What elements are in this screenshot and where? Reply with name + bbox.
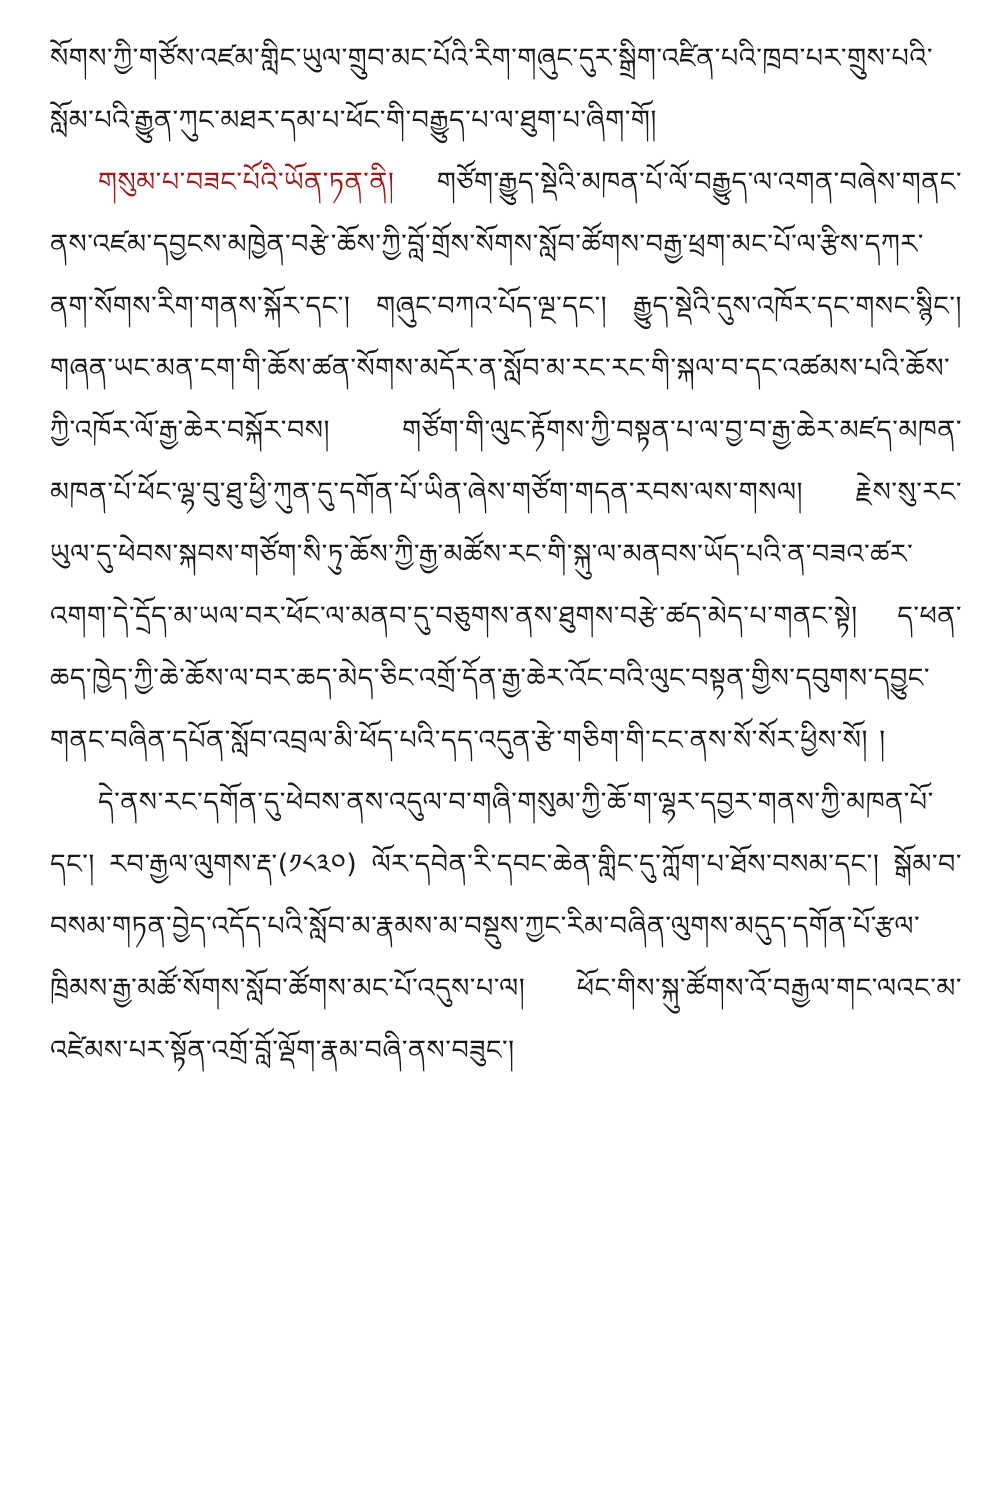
paragraph-1 [50, 28, 962, 152]
paragraph-3-text: དེ་ནས་རང་དགོན་དུ་ཕེབས་ནས་འདུལ་བ་གཞི་གསུམ་ཀྱི་ཆོ་ག་ལྷར་དབྱར་གནས་ཀྱི་མཁན་པོ་དང་། རབ་རྒྱལ་ལུགས་རྡ་(༡༨༣༠) ལོར་དབེན་རི་དབང་ཆེན་གླིང་དུ་ཀློག་པ་ཐོས་བསམ་དང་། སྒོམ་བ་བསམ་གཏན་བྱེད་འདོད་པའི་སློབ་མ་རྣམས་མ་བསྡུས་ཀྱང་རིམ་བཞིན་ལུགས་མདུད་དགོན་པོ་རྩལ་ཁྲིམས་རྒྱ་མཚོ་སོགས་སློབ་ཚོགས་མང་པོ་འདུས་པ་ལ། ཕོང་གིས་སྐུ་ཚོགས་འོ་བརྒྱལ་གང་ལའང་མ་འཛེམས་པར་སྟོན་འགྲོ་བློ་ལྡོག་རྣམ་བཞི་ནས་བཟུང་། [50, 787, 962, 1066]
paragraph-3 [50, 772, 962, 1082]
paragraph-1-text: སོགས་ཀྱི་གཙོས་འཛམ་གླིང་ཡུལ་གྲུབ་མང་པོའི་རིག་གཞུང་དུར་སྒྲིག་འཛིན་པའི་ཁྲབ་པར་གྲུས་པའི་སློམ་པའི་རྒྱུན་ཀུང་མཐར་དམ་པ་ཕོང་གི་བརྒྱུད་པ་ལ་ཐུག་པ་ཞིག་གོ། [50, 43, 933, 136]
paragraph-2 [50, 152, 962, 772]
paragraph-2-text: གཙོག་རྒྱུད་སྡེའི་མཁན་པོ་ལོ་བརྒྱུད་ལ་འགན་བཞེས་གནང་ནས་འཛམ་དབྱངས་མཁྱེན་བརྩེ་ཆོས་ཀྱི་བློ་གྲོས་སོགས་སློབ་ཚོགས་བརྒྱ་ཕྲག་མང་པོ་ལ་རྩིས་དཀར་ནག་སོགས་རིག་གནས་སྐོར་དང་། གཞུང་བཀའ་པོད་ལྔ་དང་། རྒྱུད་སྡེའི་དུས་འཁོར་དང་གསང་སྙིང་། གཞན་ཡང་མན་ངག་གི་ཆོས་ཚན་སོགས་མདོར་ན་སློབ་མ་རང་རང་གི་སྐལ་བ་དང་འཚམས་པའི་ཆོས་ཀྱི་འཁོར་ལོ་རྒྱ་ཆེར་བསྐོར་བས། གཙོག་གི་ལུང་རྟོགས་ཀྱི་བསྟན་པ་ལ་བྱ་བ་རྒྱ་ཆེར་མཛད་མཁན་མཁན་པོ་ཕོང་ལྷ་བུ་ཐུ་ཕྱི་ཀུན་དུ་དགོན་པོ་ཡིན་ཞེས་གཙོག་གདན་རབས་ལས་གསལ། རྗེས་སུ་རང་ཡུལ་དུ་ཕེབས་སྐབས་གཙོག་སི་ཏུ་ཆོས་ཀྱི་རྒྱ་མཚོས་རང་གི་སྐུ་ལ་མནབས་ཡོད་པའི་ན་བཟའ་ཚར་འགག་དེ་དྲོད་མ་ཡལ་བར་ཕོང་ལ་མནབ་དུ་བཅུགས་ནས་ཐུགས་བརྩེ་ཚད་མེད་པ་གནང་སྟེ། ད་ཕན་ཆད་ཁྱེད་ཀྱི་ཆེ་ཆོས་ལ་བར་ཆད་མེད་ཅིང་འགྲོ་དོན་རྒྱ་ཆེར་འོང་བའི་ལུང་བསྟན་གྱིས་དབུགས་དབྱུང་གནང་བཞིན་དཔོན་སློབ་འབྲལ་མི་ཕོད་པའི་དད་འདུན་རྩེ་གཅིག་གི་ངང་ནས་སོ་སོར་ཕྱིས་སོ། ། [50, 167, 962, 756]
section-heading: གསུམ་པ་བཟང་པོའི་ཡོན་ཏན་ནི། [98, 167, 395, 198]
